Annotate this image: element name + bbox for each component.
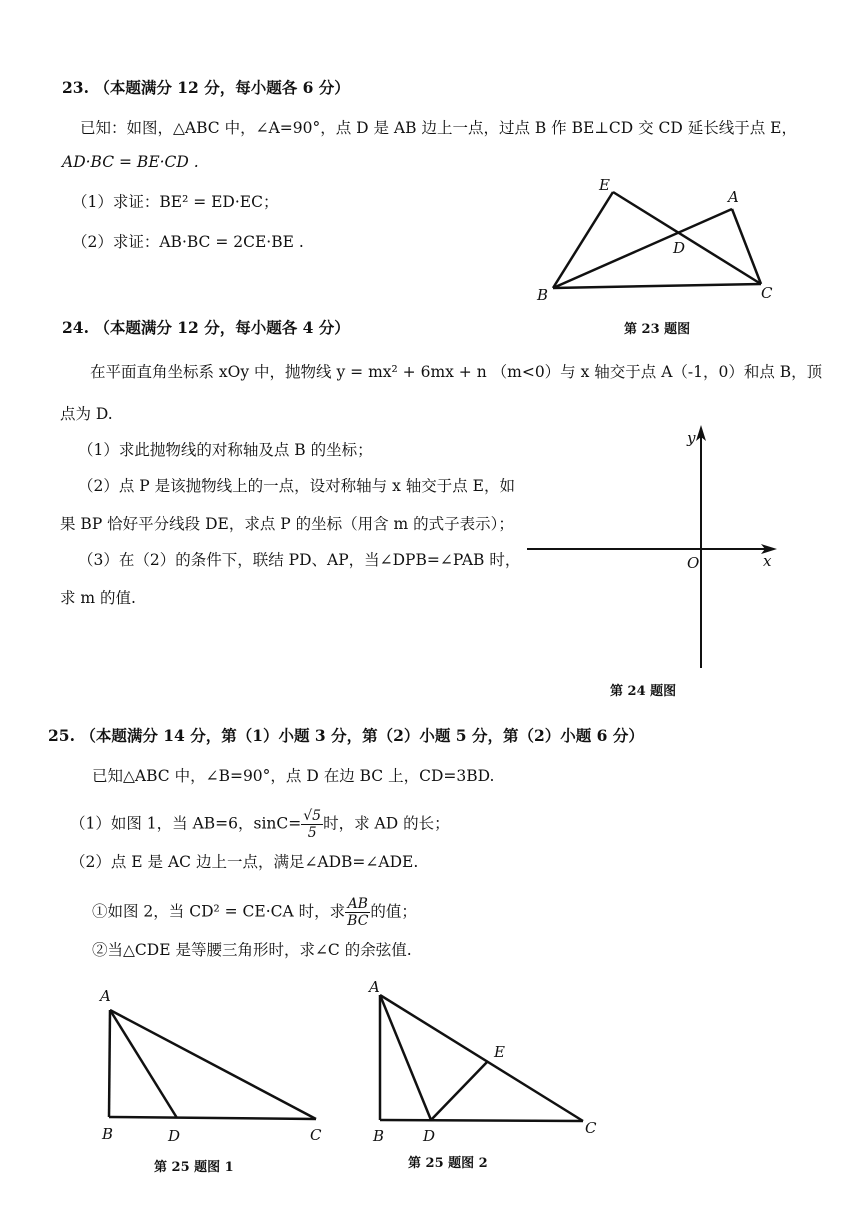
q24-part3a: （3）在（2）的条件下，联结 PD、AP，当∠DPB=∠PAB 时， [78,551,521,569]
fig2-label-B: B [373,1127,385,1145]
segment-BC [109,1117,316,1119]
segment-AC [110,1010,316,1119]
q25-part1 [70,808,450,841]
segment-AD [110,1010,177,1118]
q25-sub1-pre: ①如图 2，当 CD² = CE·CA 时，求 [92,902,346,921]
q23-label-D: D [673,239,686,257]
fig1-label-B: B [102,1125,114,1143]
y-axis-label: y [687,429,696,447]
fig1-label-A: A [100,987,111,1005]
q23-label-C: C [761,284,773,302]
q25-sub1-post: 的值； [370,902,417,921]
fig2-label-E: E [494,1043,505,1061]
q23-label-A: A [728,188,739,206]
fig2-label-C: C [585,1119,597,1137]
q25-figure-2 [365,975,615,1150]
q24-part3b: 求 m 的值. [60,589,136,607]
origin-label: O [687,554,700,572]
q23-part1: （1）求证：BE² = ED·EC； [72,193,279,211]
q23-caption: 第 23 题图 [624,322,691,337]
segment-AC [732,209,761,284]
segment-AC [380,995,583,1121]
fig1-label-C: C [310,1126,322,1144]
segment-AB [109,1010,110,1117]
x-axis-label: x [763,552,772,570]
q25-header: 25. （本题满分 14 分，第（1）小题 3 分，第（2）小题 5 分，第（2）小题 6 分） [48,726,644,745]
q25-figure-1 [98,985,338,1145]
q24-part1: （1）求此抛物线的对称轴及点 B 的坐标； [78,441,373,459]
q24-line1: 在平面直角坐标系 xOy 中，抛物线 y = mx² + 6mx + n （m<0）与 x 轴交于点 A（-1，0）和点 B，顶 [90,363,823,381]
q23-header: 23. （本题满分 12 分，每小题各 6 分） [62,78,350,97]
q25-caption-2: 第 25 题图 2 [408,1156,488,1171]
q23-line1: 已知：如图，△ABC 中，∠A=90°，点 D 是 AB 边上一点，过点 B 作 BE⊥CD 交 CD 延长线于点 E， [80,119,797,137]
q24-axes-figure [525,422,785,672]
segment-AD [380,995,431,1120]
q23-figure [535,175,795,305]
q25-sub2: ②当△CDE 是等腰三角形时，求∠C 的余弦值. [92,941,412,959]
q25-line1: 已知△ABC 中，∠B=90°，点 D 在边 BC 上，CD=3BD. [92,767,495,785]
fig1-label-D: D [168,1127,181,1145]
segment-DE [431,1061,488,1120]
fig2-label-A: A [369,978,380,996]
q24-part2a: （2）点 P 是该抛物线上的一点，设对称轴与 x 轴交于点 E，如 [78,477,515,495]
fig2-label-D: D [423,1127,436,1145]
q25-part1-pre: （1）如图 1，当 AB=6，sinC= [70,814,302,833]
q24-header: 24. （本题满分 12 分，每小题各 4 分） [62,318,350,337]
segment-BC [380,1120,583,1121]
q25-caption-1: 第 25 题图 1 [154,1160,234,1175]
q24-caption: 第 24 题图 [610,684,677,699]
q23-label-E: E [599,176,610,194]
ab-over-bc-fraction: $\frac{AB}{BC}$ [347,896,369,929]
q23-part2: （2）求证：AB·BC = 2CE·BE . [72,233,304,251]
q25-part1-post: 时，求 AD 的长； [323,814,450,833]
q25-sub1 [92,896,417,929]
q25-part2: （2）点 E 是 AC 边上一点，满足∠ADB=∠ADE. [70,853,419,871]
q24-part2b: 果 BP 恰好平分线段 DE，求点 P 的坐标（用含 m 的式子表示）； [60,515,514,533]
q23-label-B: B [537,286,549,304]
sqrt5-over-5-fraction: $\frac{√5}{5}$ [303,808,322,841]
q23-line2: AD·BC = BE·CD . [62,153,199,171]
q24-line2: 点为 D. [60,405,113,423]
segment-BC [553,284,761,288]
